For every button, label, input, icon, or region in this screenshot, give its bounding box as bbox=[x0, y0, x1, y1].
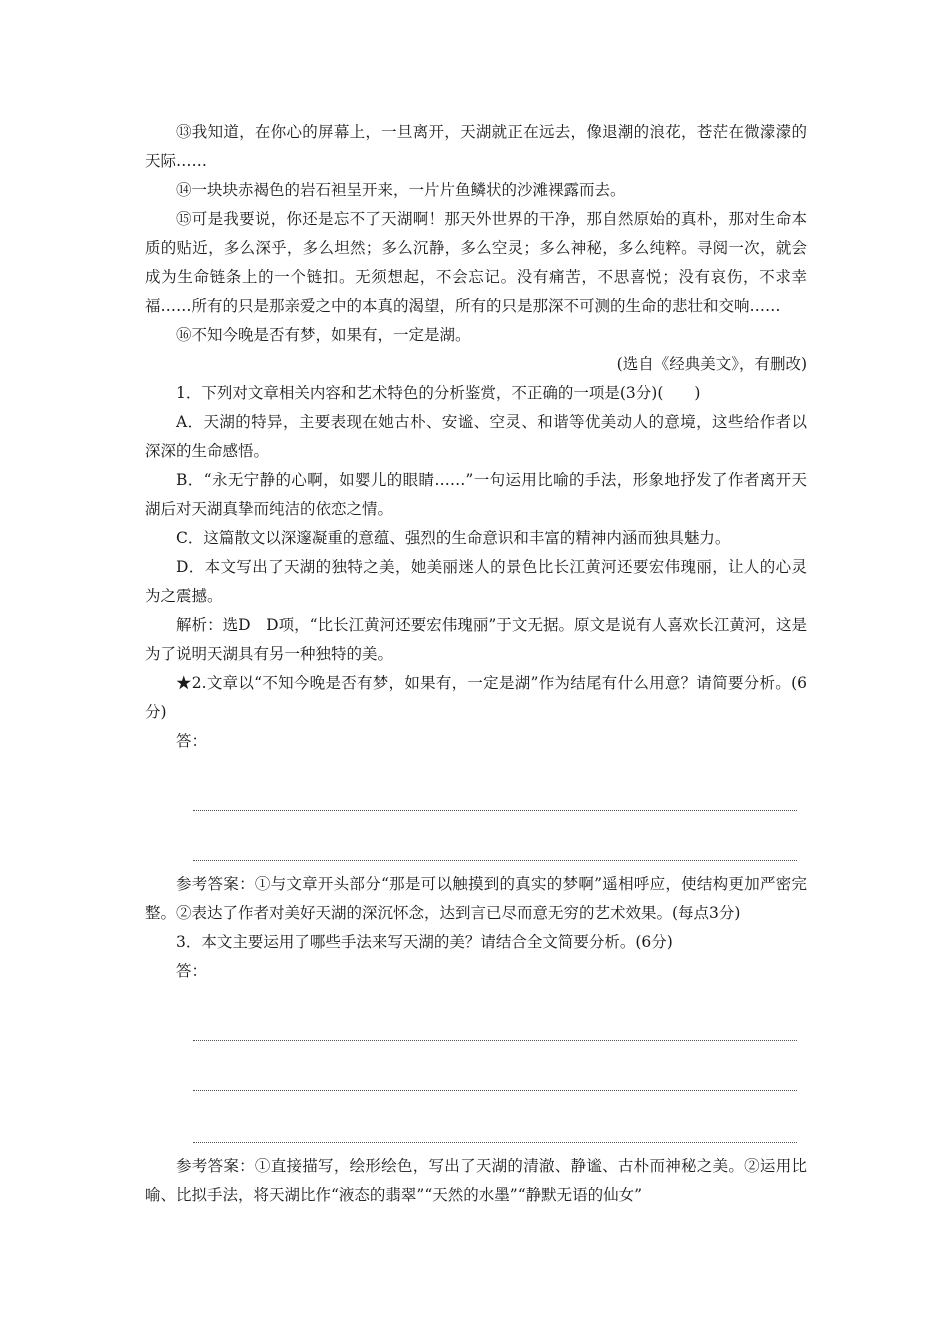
answer-line bbox=[193, 1040, 797, 1041]
paragraph-14: ⑭一块块赤褐色的岩石袒呈开来，一片片鱼鳞状的沙滩裸露而去。 bbox=[176, 181, 626, 199]
paragraph-16: ⑯不知今晚是否有梦，如果有，一定是湖。 bbox=[176, 326, 471, 344]
question-1-analysis: 解析：选D D项，“比长江黄河还要宏伟瑰丽”于文无据。原文是说有人喜欢长江黄河，这是为了说明天湖具有另一种独特的美。 bbox=[145, 616, 807, 663]
question-3-answer-lines[interactable] bbox=[145, 986, 807, 1152]
question-1-option-c: C．这篇散文以深邃凝重的意蕴、强烈的生命意识和丰富的精神内涵而独具魅力。 bbox=[176, 529, 731, 547]
question-1-option-b: B．“永无宁静的心啊，如婴儿的眼睛……”一句运用比喻的手法，形象地抒发了作者离开天湖后对天湖真挚而纯洁的依恋之情。 bbox=[145, 471, 807, 518]
question-1-option-a: A．天湖的特异，主要表现在她古朴、安谧、空灵、和谐等优美动人的意境，这些给作者以深深的生命感悟。 bbox=[145, 413, 807, 460]
question-1-stem: 1．下列对文章相关内容和艺术特色的分析鉴赏，不正确的一项是(3分)( ) bbox=[176, 384, 701, 402]
paragraph-15: ⑮可是我要说，你还是忘不了天湖啊！那天外世界的干净，那自然原始的真朴，那对生命本质的贴近，多么深乎，多么坦然；多么沉静，多么空灵；多么神秘，多么纯粹。寻阅一次，就会成为生命链条上的一个链扣。无须想起，不会忘记。没有痛苦，不思喜悦；没有哀伤，不求幸福……所有的只是那亲爱之中的本真的渴望，所有的只是那深不可测的生命的悲壮和交响…… bbox=[145, 210, 807, 315]
answer-line bbox=[193, 1090, 797, 1091]
question-3-reference-answer: 参考答案：①直接描写，绘形绘色，写出了天湖的清澈、静谧、古朴而神秘之美。②运用比喻、比拟手法，将天湖比作“液态的翡翠”“天然的水墨”“静默无语的仙女” bbox=[145, 1157, 807, 1204]
question-1-option-d: D．本文写出了天湖的独特之美，她美丽迷人的景色比长江黄河还要宏伟瑰丽，让人的心灵为之震撼。 bbox=[145, 558, 807, 605]
question-2-answer-label: 答： bbox=[176, 732, 208, 750]
paragraph-13: ⑬我知道，在你心的屏幕上，一旦离开，天湖就正在远去，像退潮的浪花，苍茫在微濛濛的天际…… bbox=[145, 123, 807, 170]
question-2-answer-lines[interactable] bbox=[145, 756, 807, 870]
document-page bbox=[145, 118, 807, 1210]
answer-line bbox=[193, 860, 797, 861]
question-3-stem: 3．本文主要运用了哪些手法来写天湖的美？请结合全文简要分析。(6分) bbox=[176, 933, 673, 951]
question-2-reference-answer: 参考答案：①与文章开头部分“那是可以触摸到的真实的梦啊”遥相呼应，使结构更加严密完整。②表达了作者对美好天湖的深沉怀念，达到言已尽而意无穷的艺术效果。(每点3分) bbox=[145, 875, 807, 922]
source-citation: (选自《经典美文》，有删改) bbox=[616, 355, 807, 373]
answer-line bbox=[193, 1142, 797, 1143]
question-2-stem: ★2.文章以“不知今晚是否有梦，如果有，一定是湖”作为结尾有什么用意？请简要分析。(6分) bbox=[145, 674, 807, 721]
answer-line bbox=[193, 810, 797, 811]
question-3-answer-label: 答： bbox=[176, 962, 208, 980]
